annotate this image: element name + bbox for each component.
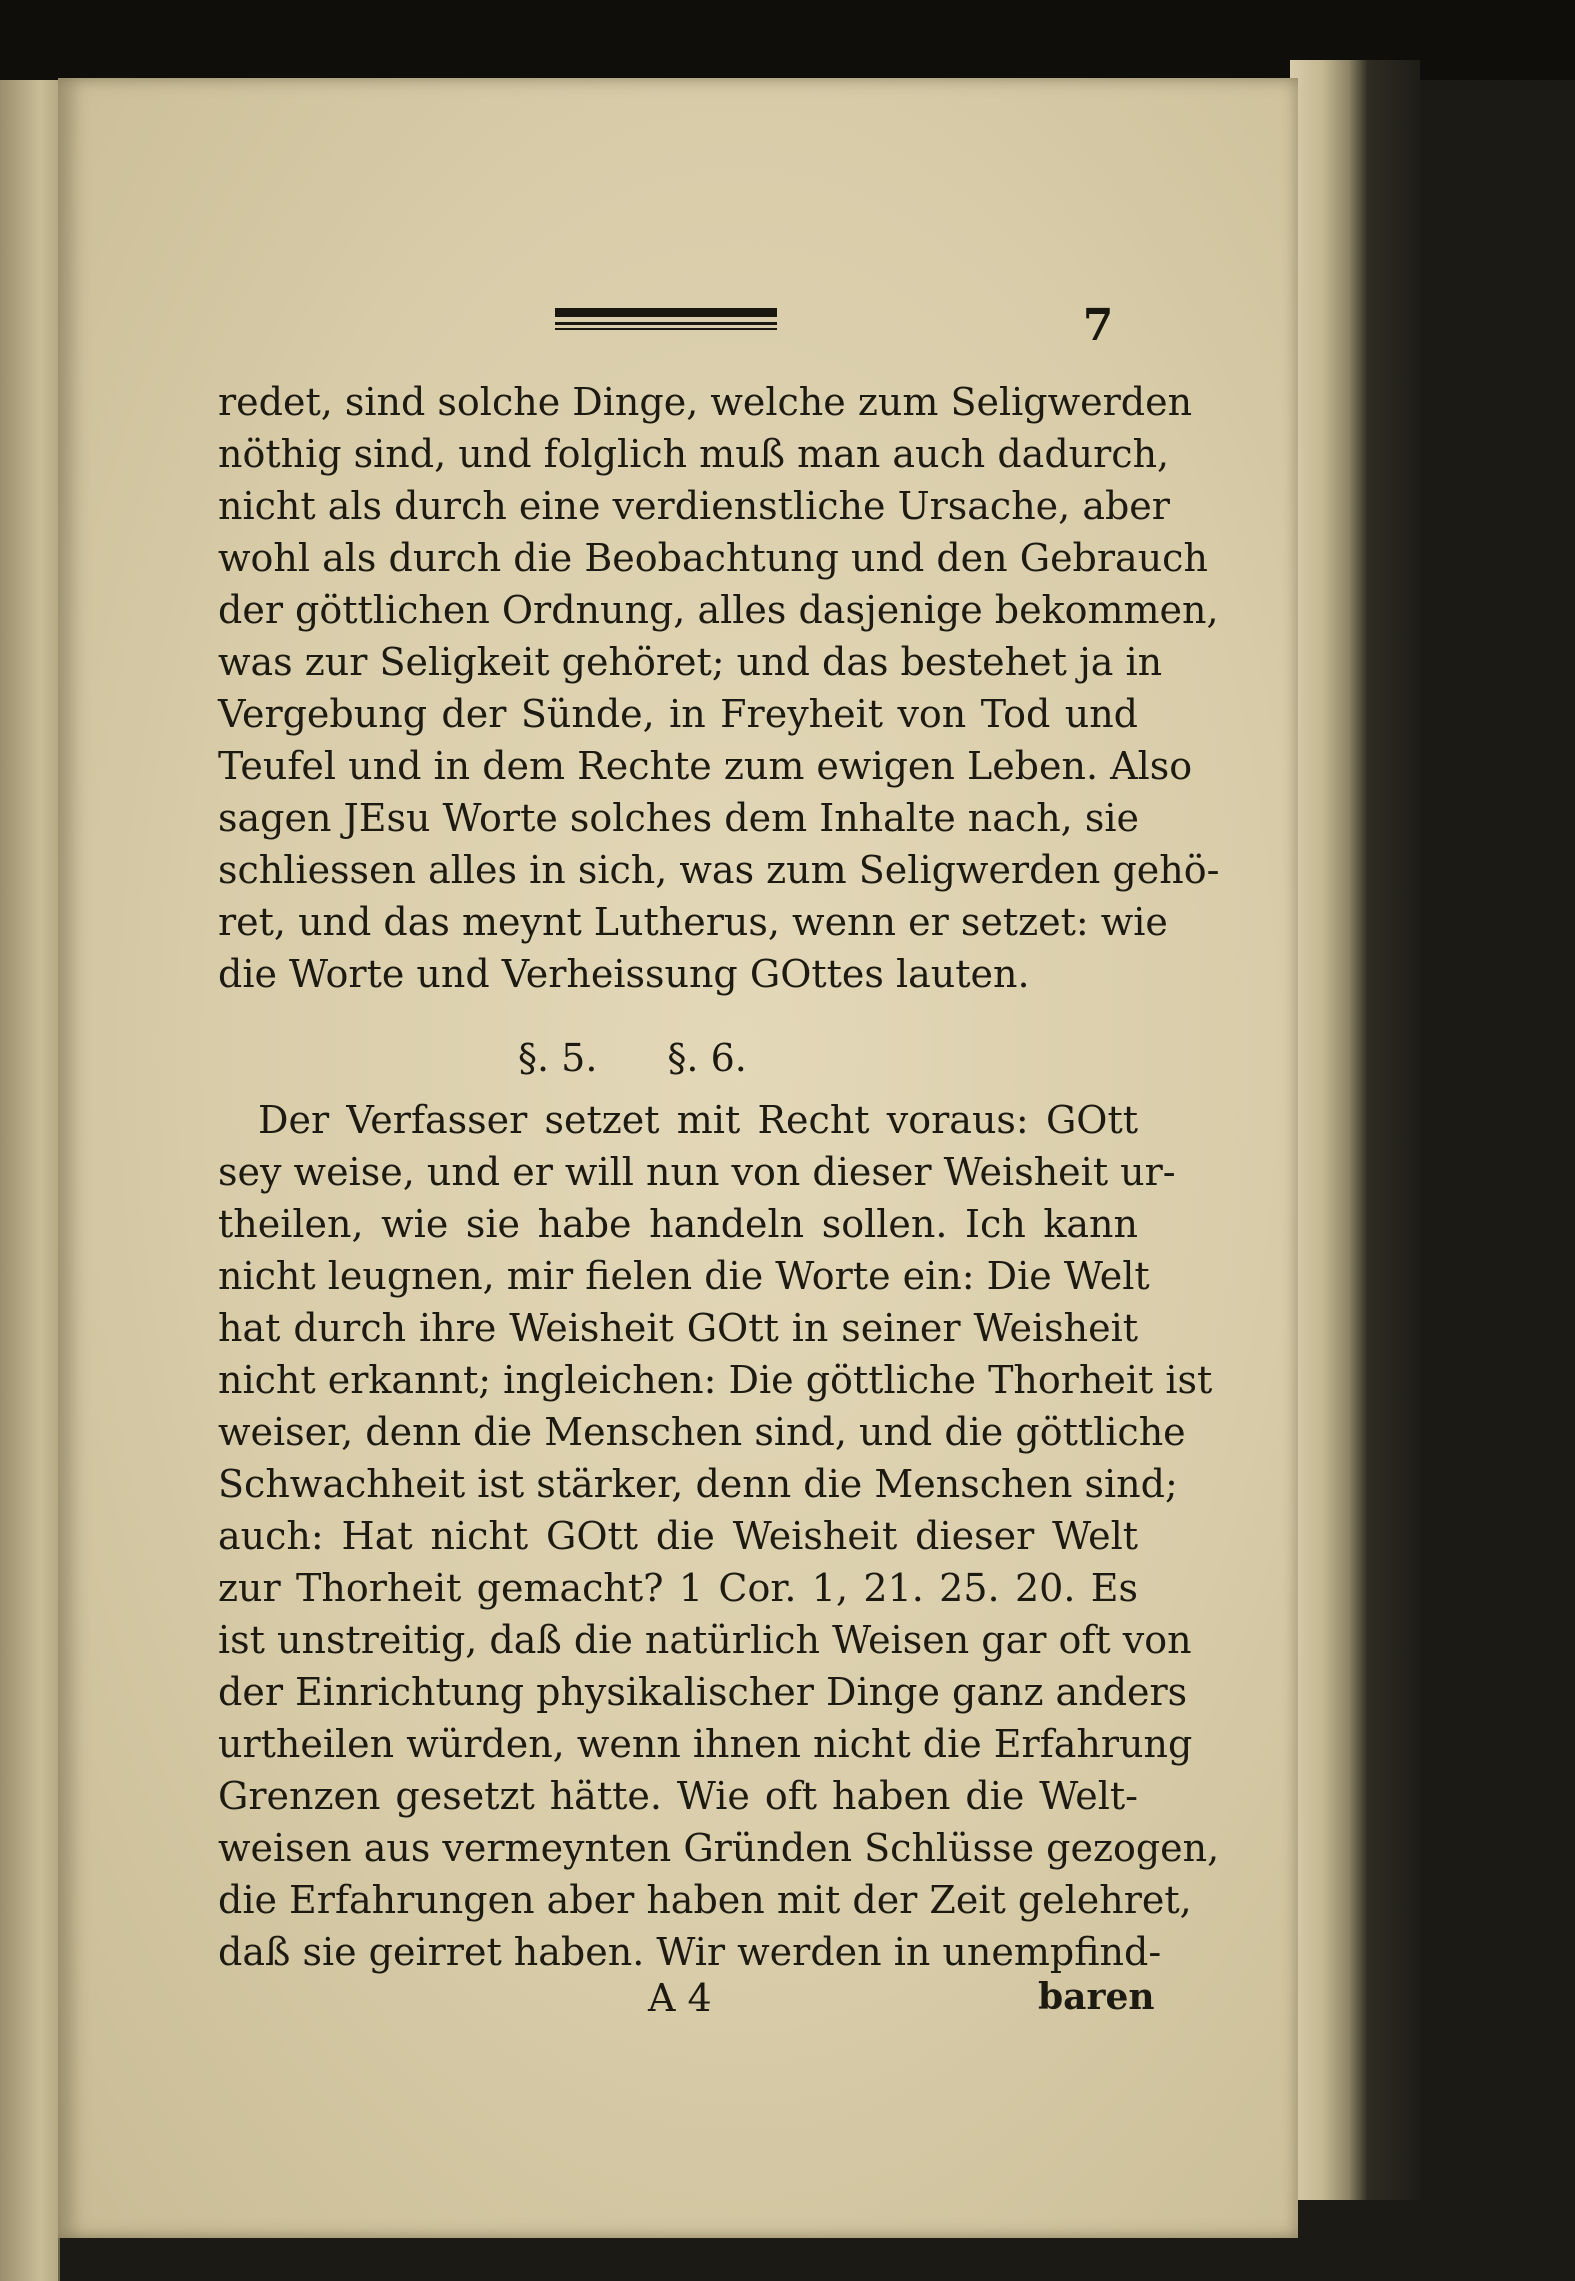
header-rule xyxy=(555,308,777,332)
text-line: ist unstreitig, daß die natürlich Weisen gar oft von xyxy=(218,1618,1192,1662)
text-line: Der Verfasser setzet mit Recht voraus: GOtt xyxy=(258,1098,1138,1142)
text-line: daß sie geirret haben. Wir werden in unempfind- xyxy=(218,1930,1162,1974)
text-line: die Erfahrungen aber haben mit der Zeit gelehret, xyxy=(218,1878,1192,1922)
text-line: wohl als durch die Beobachtung und den Gebrauch xyxy=(218,536,1208,580)
book-page xyxy=(58,78,1298,2238)
text-line: redet, sind solche Dinge, welche zum Seligwerden xyxy=(218,380,1193,424)
text-line: urtheilen würden, wenn ihnen nicht die Erfahrung xyxy=(218,1722,1193,1766)
book-cover-edge xyxy=(1290,60,1420,2200)
text-line: Grenzen gesetzt hätte. Wie oft haben die Welt- xyxy=(218,1774,1138,1818)
text-line: weisen aus vermeynten Gründen Schlüsse gezogen, xyxy=(218,1826,1220,1870)
text-line: sey weise, und er will nun von dieser Weisheit ur- xyxy=(218,1150,1176,1194)
text-line: der göttlichen Ordnung, alles dasjenige bekommen, xyxy=(218,588,1219,632)
text-line: Vergebung der Sünde, in Freyheit von Tod und xyxy=(218,692,1138,736)
text-line: was zur Seligkeit gehöret; und das bestehet ja in xyxy=(218,640,1163,684)
text-line: nicht erkannt; ingleichen: Die göttliche Thorheit ist xyxy=(218,1358,1213,1402)
text-line: nicht leugnen, mir fielen die Worte ein: Die Welt xyxy=(218,1254,1150,1298)
page-number: 7 xyxy=(1082,300,1114,351)
catchword: baren xyxy=(1038,1976,1155,2018)
signature-mark: A 4 xyxy=(648,1976,712,2020)
section-number: §. 6. xyxy=(667,1036,747,1080)
text-line: die Worte und Verheissung GOttes lauten. xyxy=(218,952,1030,996)
facing-page-edge xyxy=(0,80,60,2281)
text-line: zur Thorheit gemacht? 1 Cor. 1, 21. 25. 20. Es xyxy=(218,1566,1138,1610)
text-line: Teufel und in dem Rechte zum ewigen Leben. Also xyxy=(218,744,1193,788)
text-line: ret, und das meynt Lutherus, wenn er setzet: wie xyxy=(218,900,1168,944)
text-line: auch: Hat nicht GOtt die Weisheit dieser Welt xyxy=(218,1514,1138,1558)
text-line: hat durch ihre Weisheit GOtt in seiner Weisheit xyxy=(218,1306,1138,1350)
text-line: theilen, wie sie habe handeln sollen. Ich kann xyxy=(218,1202,1138,1246)
text-line: Schwachheit ist stärker, denn die Menschen sind; xyxy=(218,1462,1178,1506)
text-line: der Einrichtung physikalischer Dinge ganz anders xyxy=(218,1670,1188,1714)
text-line: nöthig sind, und folglich muß man auch dadurch, xyxy=(218,432,1170,476)
text-line: schliessen alles in sich, was zum Seligwerden gehö- xyxy=(218,848,1220,892)
text-line: nicht als durch eine verdienstliche Ursache, aber xyxy=(218,484,1170,528)
section-heading xyxy=(518,1036,878,1080)
text-line: sagen JEsu Worte solches dem Inhalte nach, sie xyxy=(218,796,1139,840)
section-number: §. 5. xyxy=(518,1036,598,1080)
text-line: weiser, denn die Menschen sind, und die göttliche xyxy=(218,1410,1186,1454)
